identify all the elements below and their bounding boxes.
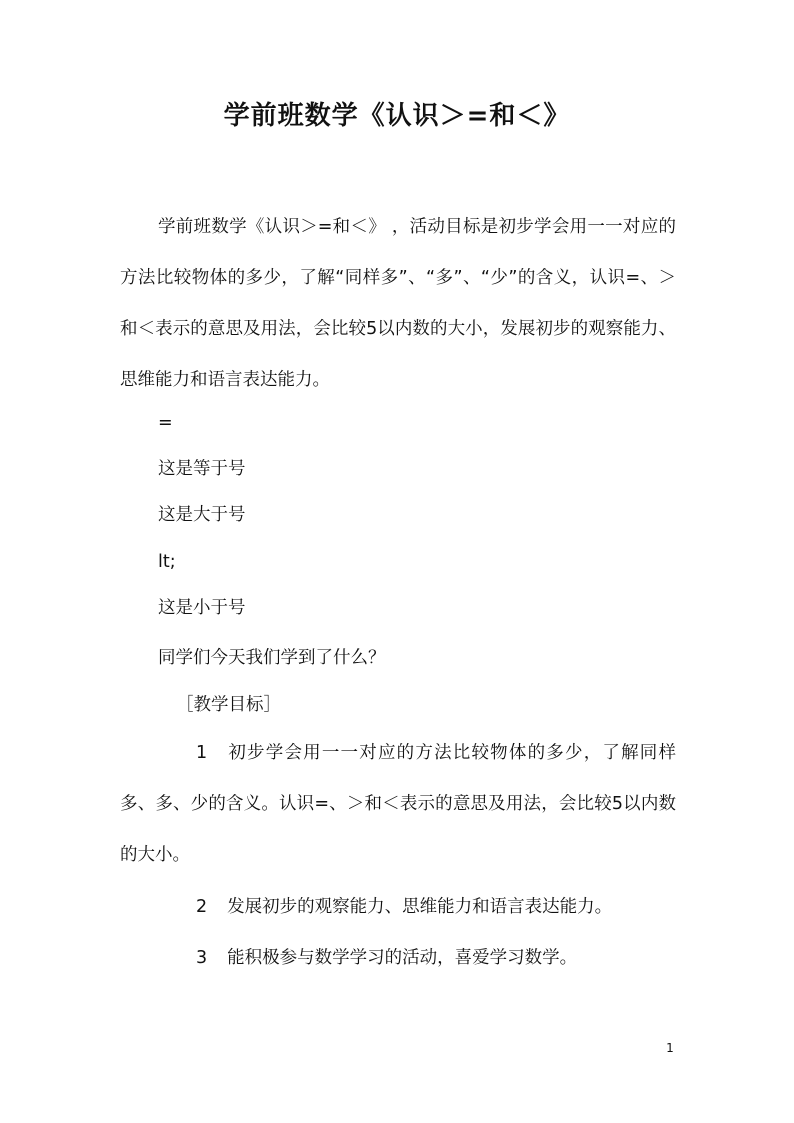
equal-sign-caption: 这是等于号 xyxy=(158,459,246,479)
intro-paragraph: 学前班数学《认识＞=和＜》 ，活动目标是初步学会用一一对应的方法比较物体的多少，了解“同样多”、“多”、“少”的含义，认识=、＞和＜表示的意思及用法，会比较5以内数的大小，发展初步的观察能力、思维能力和语言表达能力。 xyxy=(120,217,676,390)
equal-sign-line: = xyxy=(158,413,173,433)
goal-text: 发展初步的观察能力、思维能力和语言表达能力。 xyxy=(227,897,613,917)
goals-heading: ［教学目标］ xyxy=(176,695,281,715)
goal-number: 2 xyxy=(196,897,208,917)
document-title: 学前班数学《认识＞=和＜》 xyxy=(223,101,571,131)
goal-number: 3 xyxy=(196,948,208,968)
goal-item-2 xyxy=(120,882,676,933)
less-sign-caption: 这是小于号 xyxy=(158,598,246,618)
goal-text: 初步学会用一一对应的方法比较物体的多少，了解同样多、多、少的含义。认识=、＞和＜表示的意思及用法，会比较5以内数的大小。 xyxy=(120,743,676,865)
goal-number: 1 xyxy=(196,743,208,763)
goal-text: 能积极参与数学学习的活动，喜爱学习数学。 xyxy=(227,948,578,968)
greater-sign-caption: 这是大于号 xyxy=(158,505,246,525)
goal-item-3 xyxy=(120,933,676,984)
less-sign-entity-line: lt; xyxy=(158,552,176,572)
goal-item-1 xyxy=(120,728,676,881)
page-number: 1 xyxy=(666,1041,674,1055)
review-question: 同学们今天我们学到了什么？ xyxy=(158,648,386,668)
